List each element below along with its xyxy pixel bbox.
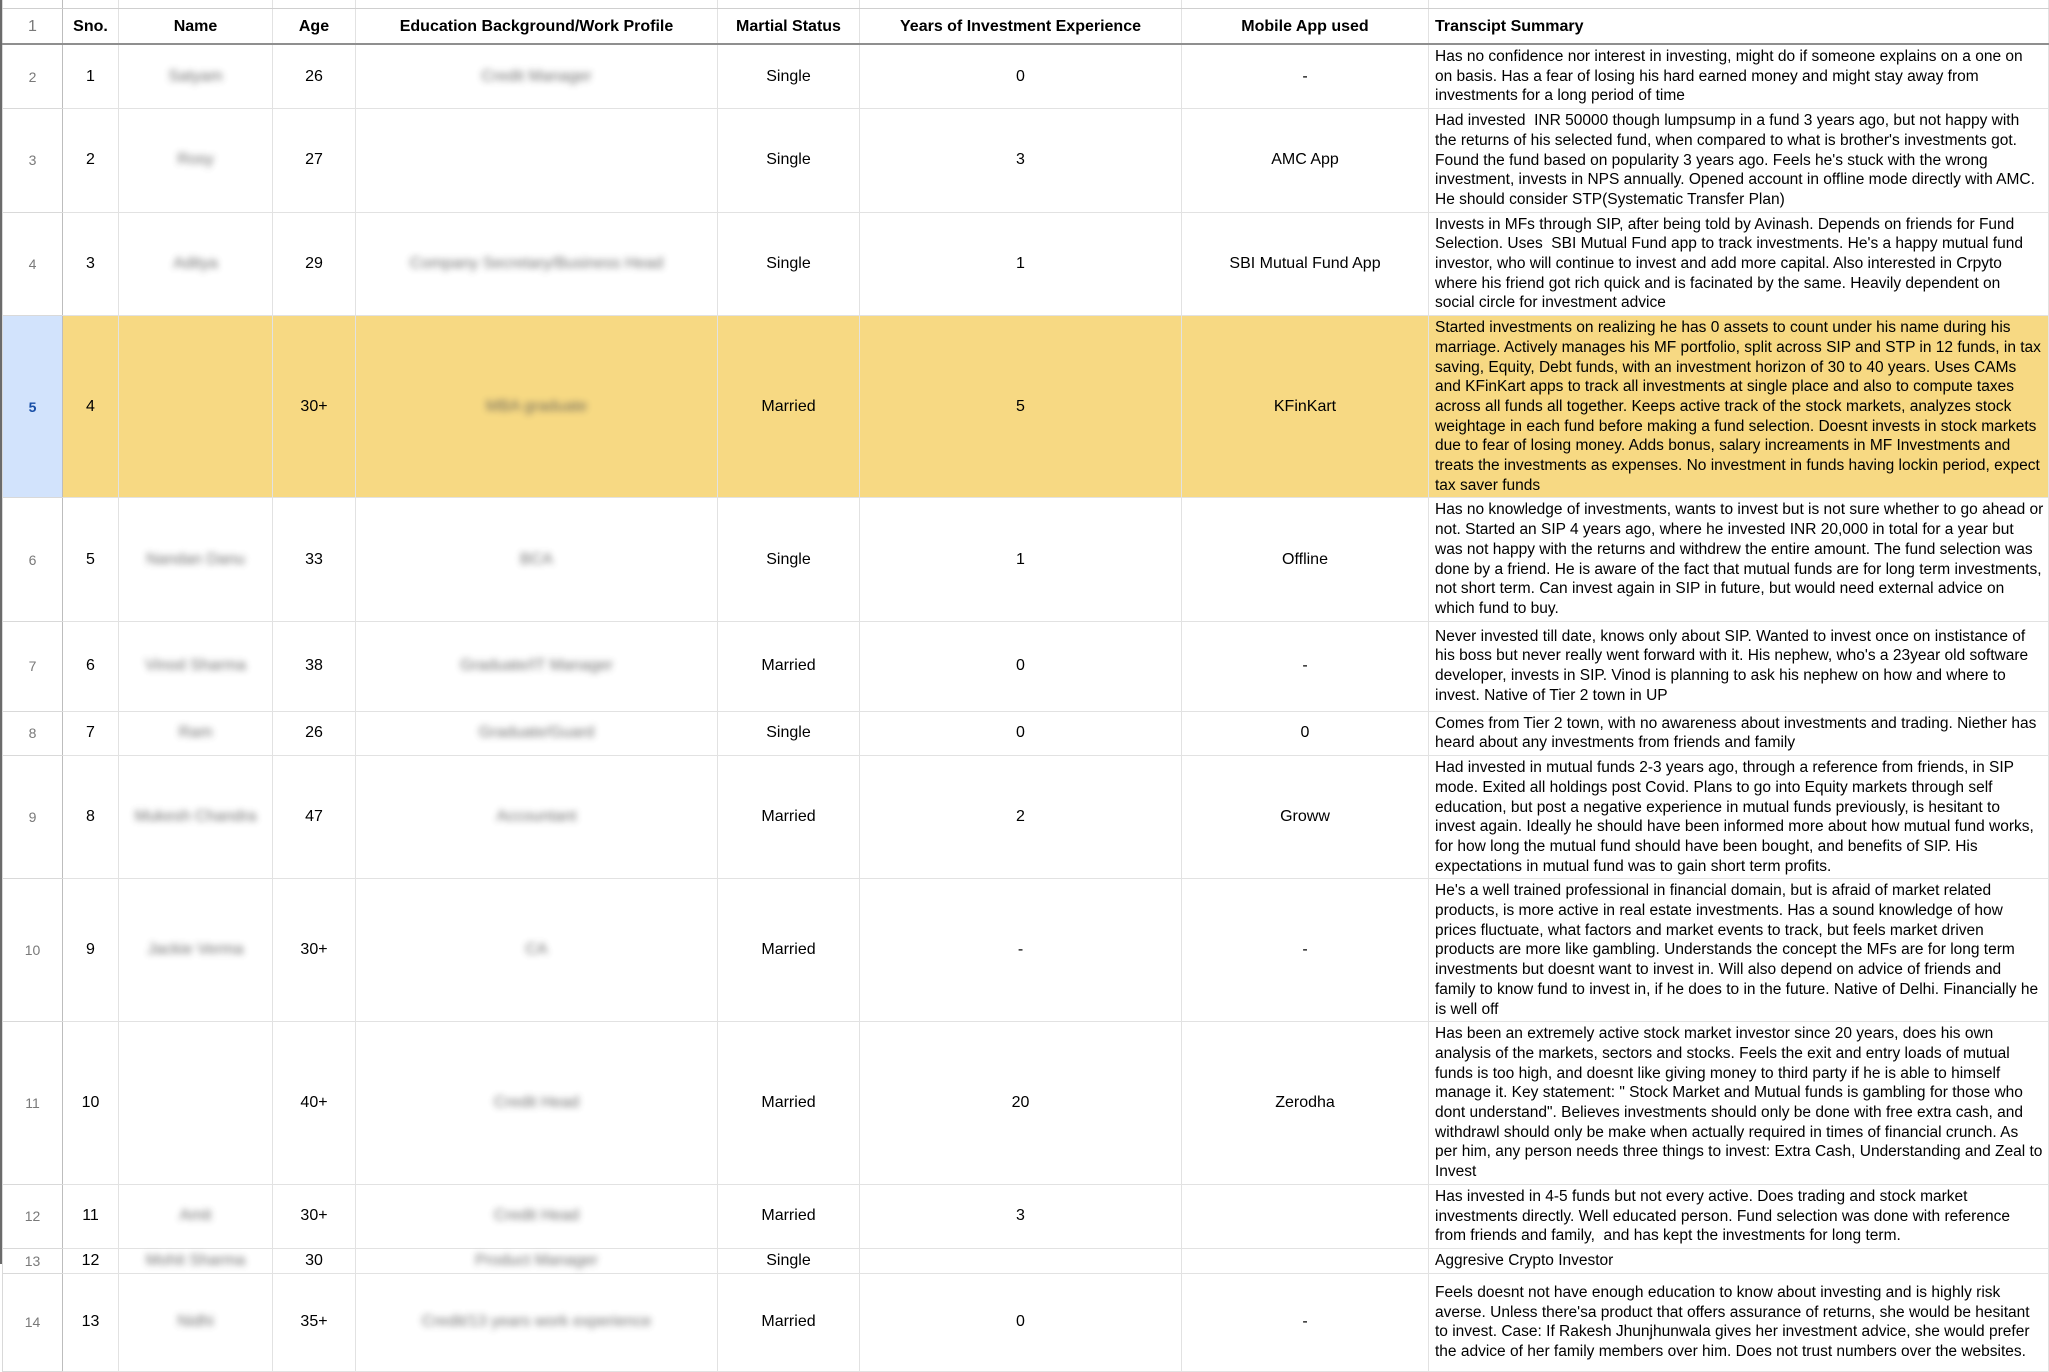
redacted-education-text: CA (525, 941, 548, 959)
cell-education[interactable] (356, 711, 718, 755)
cell-name[interactable] (119, 879, 273, 1022)
cell-name[interactable] (119, 44, 273, 109)
cell-years-experience[interactable]: 3 (860, 1184, 1182, 1248)
redacted-name-text: Nandan Danu (146, 550, 245, 568)
cell-education[interactable] (356, 109, 718, 213)
row-header[interactable] (3, 109, 63, 213)
cell-age[interactable]: 26 (273, 711, 356, 755)
column-header-education[interactable]: Education Background/Work Profile (356, 8, 718, 44)
cell-years-experience[interactable]: 20 (860, 1022, 1182, 1185)
cell-name[interactable] (119, 498, 273, 621)
cell-mobile-app[interactable]: - (1182, 1273, 1429, 1371)
cell-transcript-summary[interactable]: Comes from Tier 2 town, with no awareness about investments and trading. Niether has heard about any investments from friends and family (1429, 711, 2049, 755)
cell-name[interactable] (119, 711, 273, 755)
cell-marital-status[interactable]: Married (718, 1184, 860, 1248)
cell-mobile-app[interactable]: Groww (1182, 756, 1429, 879)
row-number: 7 (28, 658, 37, 675)
row-header-strip (3, 0, 63, 8)
cell-sno[interactable]: 1 (63, 44, 119, 109)
redacted-name-text: Rosy (177, 151, 214, 169)
row-number: 13 (24, 1252, 41, 1269)
data-grid (2, 0, 2049, 1372)
table-row (3, 1184, 2049, 1248)
redacted-education-text: Credit/13 years work experience (421, 1313, 652, 1331)
cell-age[interactable]: 40+ (273, 1022, 356, 1185)
cell-transcript-summary[interactable]: Had invested in mutual funds 2-3 years ago, through a reference from friends, in SIP mode. Exited all holdings post Covid. Plans to go into Equity markets through self education, but post a negative experience in mutual funds previously, is hesitant to invest again. Ideally he should have been informed more about how mutual fund works, for how long the mutual fund should have been bought, and benefits of SIP. His expectations in mutual fund was to gain short term profits. (1429, 756, 2049, 879)
redacted-name-text: Vinod Sharma (144, 657, 247, 675)
cell-education[interactable] (356, 316, 718, 498)
table-row (3, 212, 2049, 316)
cell-transcript-summary[interactable]: Started investments on realizing he has 0 assets to count under his name during his marriage. Actively manages his MF portfolio, split across SIP and STP in 12 funds, in tax saving, Equity, Debt funds, with an investment horizon of 30 to 40 years. Uses CAMs and KFinKart apps to track all investments at single place and also to compute taxes across all funds all together. Keeps active track of the stock markets, analyzes stock weightage in each fund before making a fund selection. Doesnt invests in stock markets due to fear of losing money. Adds bonus, salary increaments in MF Investments and treats the investments as expenses. No investment in funds having lockin period, expect tax saver funds (1429, 316, 2049, 498)
row-number: 6 (28, 551, 37, 568)
row-header[interactable] (3, 1248, 63, 1273)
cell-name[interactable] (119, 212, 273, 316)
cell-mobile-app[interactable]: SBI Mutual Fund App (1182, 212, 1429, 316)
redacted-education-text: Credit Manager (481, 67, 592, 85)
row-header[interactable] (3, 711, 63, 755)
cell-years-experience[interactable]: 1 (860, 212, 1182, 316)
cell-name[interactable] (119, 756, 273, 879)
row-header[interactable] (3, 212, 63, 316)
cell-mobile-app[interactable] (1182, 1248, 1429, 1273)
cell-marital-status[interactable]: Married (718, 316, 860, 498)
column-header-marital-status[interactable]: Martial Status (718, 8, 860, 44)
row-header[interactable] (3, 756, 63, 879)
strip-cell (119, 0, 273, 8)
cell-education[interactable] (356, 498, 718, 621)
cell-mobile-app[interactable]: - (1182, 44, 1429, 109)
redacted-education-text: Company Secretary/Business Head (409, 254, 664, 272)
cell-age[interactable]: 38 (273, 621, 356, 711)
cell-mobile-app[interactable]: Zerodha (1182, 1022, 1429, 1185)
cell-years-experience[interactable]: 0 (860, 44, 1182, 109)
cell-sno[interactable]: 9 (63, 879, 119, 1022)
row-header[interactable] (3, 1022, 63, 1185)
strip-cell (356, 0, 718, 8)
cell-marital-status[interactable]: Single (718, 498, 860, 621)
cell-education[interactable] (356, 44, 718, 109)
cell-transcript-summary[interactable]: Had invested INR 50000 though lumpsump in a fund 3 years ago, but not happy with the returns of his selected fund, when compared to what is brother's investments got. Found the fund based on popularity 3 years ago. Feels he's stuck with the wrong investment, invests in NPS annually. Opened account in offline mode directly with AMC. He should consider STP(Systematic Transfer Plan) (1429, 109, 2049, 213)
redacted-education-text: Accountant (496, 808, 577, 826)
cell-sno[interactable]: 5 (63, 498, 119, 621)
cell-marital-status[interactable]: Married (718, 756, 860, 879)
cell-age[interactable]: 30+ (273, 879, 356, 1022)
cell-age[interactable]: 30+ (273, 1184, 356, 1248)
cell-sno[interactable]: 11 (63, 1184, 119, 1248)
strip-cell (1182, 0, 1429, 8)
strip-cell (718, 0, 860, 8)
redacted-name-text: Nidhi (177, 1313, 214, 1331)
redacted-education-text: Graduate/Guard (478, 724, 595, 742)
cell-name[interactable] (119, 621, 273, 711)
cell-marital-status[interactable]: Married (718, 621, 860, 711)
column-header-years-experience[interactable]: Years of Investment Experience (860, 8, 1182, 44)
cell-transcript-summary[interactable]: Never invested till date, knows only about SIP. Wanted to invest once on instistance of his boss but never really went forward with it. His nephew, who's a 23year old software developer, invests in SIP. Vinod is planning to ask his nephew on how and where to invest. Native of Tier 2 town in UP (1429, 621, 2049, 711)
redacted-name-text: Aditya (173, 254, 218, 272)
row-header-1[interactable] (3, 8, 63, 44)
cell-marital-status[interactable]: Single (718, 212, 860, 316)
row-number: 1 (28, 17, 37, 35)
header-row (3, 8, 2049, 44)
cell-years-experience[interactable]: 2 (860, 756, 1182, 879)
cell-transcript-summary[interactable]: Invests in MFs through SIP, after being told by Avinash. Depends on friends for Fund Selection. Uses SBI Mutual Fund app to track investments. He's a happy mutual fund investor, who will continue to invest and add more capital. Also interested in Crpyto where his friend got rich quick and is facinated by the same. Heavily dependent on social circle for investment advice (1429, 212, 2049, 316)
cell-years-experience[interactable] (860, 1248, 1182, 1273)
cell-name[interactable] (119, 1022, 273, 1185)
row-header[interactable] (3, 316, 63, 498)
cell-name[interactable] (119, 1273, 273, 1371)
cell-name[interactable] (119, 1248, 273, 1273)
cell-mobile-app[interactable]: 0 (1182, 711, 1429, 755)
cell-years-experience[interactable]: - (860, 879, 1182, 1022)
strip-cell (1429, 0, 2049, 8)
table-row (3, 879, 2049, 1022)
row-number: 2 (28, 68, 37, 85)
row-number: 8 (28, 725, 37, 742)
redacted-education-text: Graduate/IT Manager (460, 657, 613, 675)
redacted-education-text: Product Manager (475, 1251, 598, 1269)
cell-mobile-app[interactable]: Offline (1182, 498, 1429, 621)
strip-cell (63, 0, 119, 8)
row-header[interactable] (3, 44, 63, 109)
strip-cell (860, 0, 1182, 8)
table-row (3, 44, 2049, 109)
cell-transcript-summary[interactable]: Aggresive Crypto Investor (1429, 1248, 2049, 1273)
column-header-name[interactable]: Name (119, 8, 273, 44)
cell-age[interactable]: 29 (273, 212, 356, 316)
cell-education[interactable] (356, 756, 718, 879)
redacted-education-text: Credit Head (493, 1094, 580, 1112)
row-number: 12 (24, 1208, 41, 1225)
cell-sno[interactable]: 6 (63, 621, 119, 711)
cell-sno[interactable]: 3 (63, 212, 119, 316)
cell-age[interactable]: 35+ (273, 1273, 356, 1371)
cell-years-experience[interactable]: 3 (860, 109, 1182, 213)
redacted-name-text: Ram (178, 724, 213, 742)
table-row (3, 498, 2049, 621)
redacted-name-text: Satyam (168, 67, 223, 85)
cell-education[interactable] (356, 1184, 718, 1248)
cell-name[interactable] (119, 109, 273, 213)
row-header[interactable] (3, 621, 63, 711)
column-header-sno[interactable]: Sno. (63, 8, 119, 44)
cell-mobile-app[interactable]: AMC App (1182, 109, 1429, 213)
cell-sno[interactable]: 10 (63, 1022, 119, 1185)
cell-years-experience[interactable]: 1 (860, 498, 1182, 621)
cell-name[interactable] (119, 1184, 273, 1248)
table-row (3, 1022, 2049, 1185)
redacted-education-text: Credit Head (493, 1207, 580, 1225)
clipped-row-strip (3, 0, 2049, 8)
table-row (3, 621, 2049, 711)
redacted-name-text: Amit (179, 1207, 212, 1225)
cell-age[interactable]: 33 (273, 498, 356, 621)
table-row (3, 756, 2049, 879)
cell-age[interactable]: 30+ (273, 316, 356, 498)
cell-marital-status[interactable]: Single (718, 711, 860, 755)
cell-sno[interactable]: 7 (63, 711, 119, 755)
row-header[interactable] (3, 1273, 63, 1371)
cell-mobile-app[interactable]: - (1182, 879, 1429, 1022)
table-row (3, 109, 2049, 213)
row-number: 3 (28, 152, 37, 169)
cell-mobile-app[interactable]: KFinKart (1182, 316, 1429, 498)
table-row (3, 1273, 2049, 1371)
cell-education[interactable] (356, 212, 718, 316)
cell-age[interactable]: 30 (273, 1248, 356, 1273)
row-header[interactable] (3, 1184, 63, 1248)
row-number: 9 (28, 809, 37, 826)
cell-age[interactable]: 47 (273, 756, 356, 879)
cell-marital-status[interactable]: Single (718, 109, 860, 213)
table-row (3, 1248, 2049, 1273)
cell-mobile-app[interactable] (1182, 1184, 1429, 1248)
row-number: 11 (25, 1095, 40, 1112)
cell-mobile-app[interactable]: - (1182, 621, 1429, 711)
cell-sno[interactable]: 4 (63, 316, 119, 498)
redacted-name-text: Mukesh Chandra (134, 808, 257, 826)
cell-marital-status[interactable]: Married (718, 879, 860, 1022)
cell-education[interactable] (356, 1273, 718, 1371)
cell-education[interactable] (356, 879, 718, 1022)
redacted-education-text: BCA (520, 550, 553, 568)
cell-years-experience[interactable]: 0 (860, 1273, 1182, 1371)
cell-transcript-summary[interactable]: Has no confidence nor interest in investing, might do if someone explains on a one on on basis. Has a fear of losing his hard earned money and might stay away from investments for a long period of time (1429, 44, 2049, 109)
cell-sno[interactable]: 8 (63, 756, 119, 879)
cell-transcript-summary[interactable]: Has invested in 4-5 funds but not every active. Does trading and stock market investments directly. Well educated person. Fund selection was done with reference from friends and family, and has kept the investments for long term. (1429, 1184, 2049, 1248)
cell-education[interactable] (356, 1248, 718, 1273)
table-row (3, 316, 2049, 498)
cell-age[interactable]: 26 (273, 44, 356, 109)
cell-years-experience[interactable]: 5 (860, 316, 1182, 498)
row-header[interactable] (3, 498, 63, 621)
redacted-name-text: Mohit Sharma (145, 1251, 246, 1269)
cell-sno[interactable]: 13 (63, 1273, 119, 1371)
row-header[interactable] (3, 879, 63, 1022)
cell-sno[interactable]: 12 (63, 1248, 119, 1273)
cell-marital-status[interactable]: Married (718, 1273, 860, 1371)
cell-education[interactable] (356, 621, 718, 711)
cell-transcript-summary[interactable]: Has no knowledge of investments, wants to invest but is not sure whether to go ahead or not. Started an SIP 4 years ago, where he invested INR 20,000 in total for a year but was not happy with the returns and withdrew the entire amount. The fund selection was done by a friend. He is aware of the fact that mutual funds are for long term investments, not short term. Can invest again in SIP in future, but would need external advice on which fund to buy. (1429, 498, 2049, 621)
column-header-mobile-app[interactable]: Mobile App used (1182, 8, 1429, 44)
column-header-age[interactable]: Age (273, 8, 356, 44)
column-header-transcript-summary[interactable]: Transcipt Summary (1429, 8, 2049, 44)
cell-education[interactable] (356, 1022, 718, 1185)
cell-sno[interactable]: 2 (63, 109, 119, 213)
strip-cell (273, 0, 356, 8)
redacted-name-text: Jackie Verma (147, 941, 244, 959)
cell-marital-status[interactable]: Single (718, 44, 860, 109)
cell-marital-status[interactable]: Single (718, 1248, 860, 1273)
redacted-education-text: MBA graduate (485, 397, 588, 415)
row-number: 10 (24, 942, 41, 959)
cell-years-experience[interactable]: 0 (860, 711, 1182, 755)
cell-name[interactable] (119, 316, 273, 498)
row-number: 4 (28, 255, 37, 272)
cell-transcript-summary[interactable]: Feels doesnt not have enough education to know about investing and is highly risk averse. Unless there'sa product that offers assurance of returns, she would be hesitant to invest. Case: If Rakesh Jhunjhunwala gives her investment advice, she would prefer the advice of her family members over him. Does not trust numbers over the websites. (1429, 1273, 2049, 1371)
cell-transcript-summary[interactable]: He's a well trained professional in financial domain, but is afraid of market related products, is more active in real estate investments. Has a sound knowledge of how prices fluctuate, what factors and market events to track, but feels market driven products are more like gambling. Understands the concept the MFs are for long term investments but doesnt want to invest in. Will also depend on advice of friends and family to know fund to invest in, if he does to in the future. Native of Delhi. Financially he is well off (1429, 879, 2049, 1022)
row-number: 5 (28, 398, 37, 415)
table-row (3, 711, 2049, 755)
cell-age[interactable]: 27 (273, 109, 356, 213)
cell-transcript-summary[interactable]: Has been an extremely active stock market investor since 20 years, does his own analysis of the markets, sectors and stocks. Feels the exit and entry loads of mutual funds is too high, and doesnt like giving money to third party if he is able to himself manage it. Key statement: " Stock Market and Mutual funds is gambling for those who dont understand". Believes investments should only be done with free extra cash, and withdrawl should only be make when actually required in times of financial crunch. As per him, any person needs three things to invest: Extra Cash, Understanding and Zeal to Invest (1429, 1022, 2049, 1185)
cell-years-experience[interactable]: 0 (860, 621, 1182, 711)
cell-marital-status[interactable]: Married (718, 1022, 860, 1185)
row-number: 14 (24, 1314, 41, 1331)
